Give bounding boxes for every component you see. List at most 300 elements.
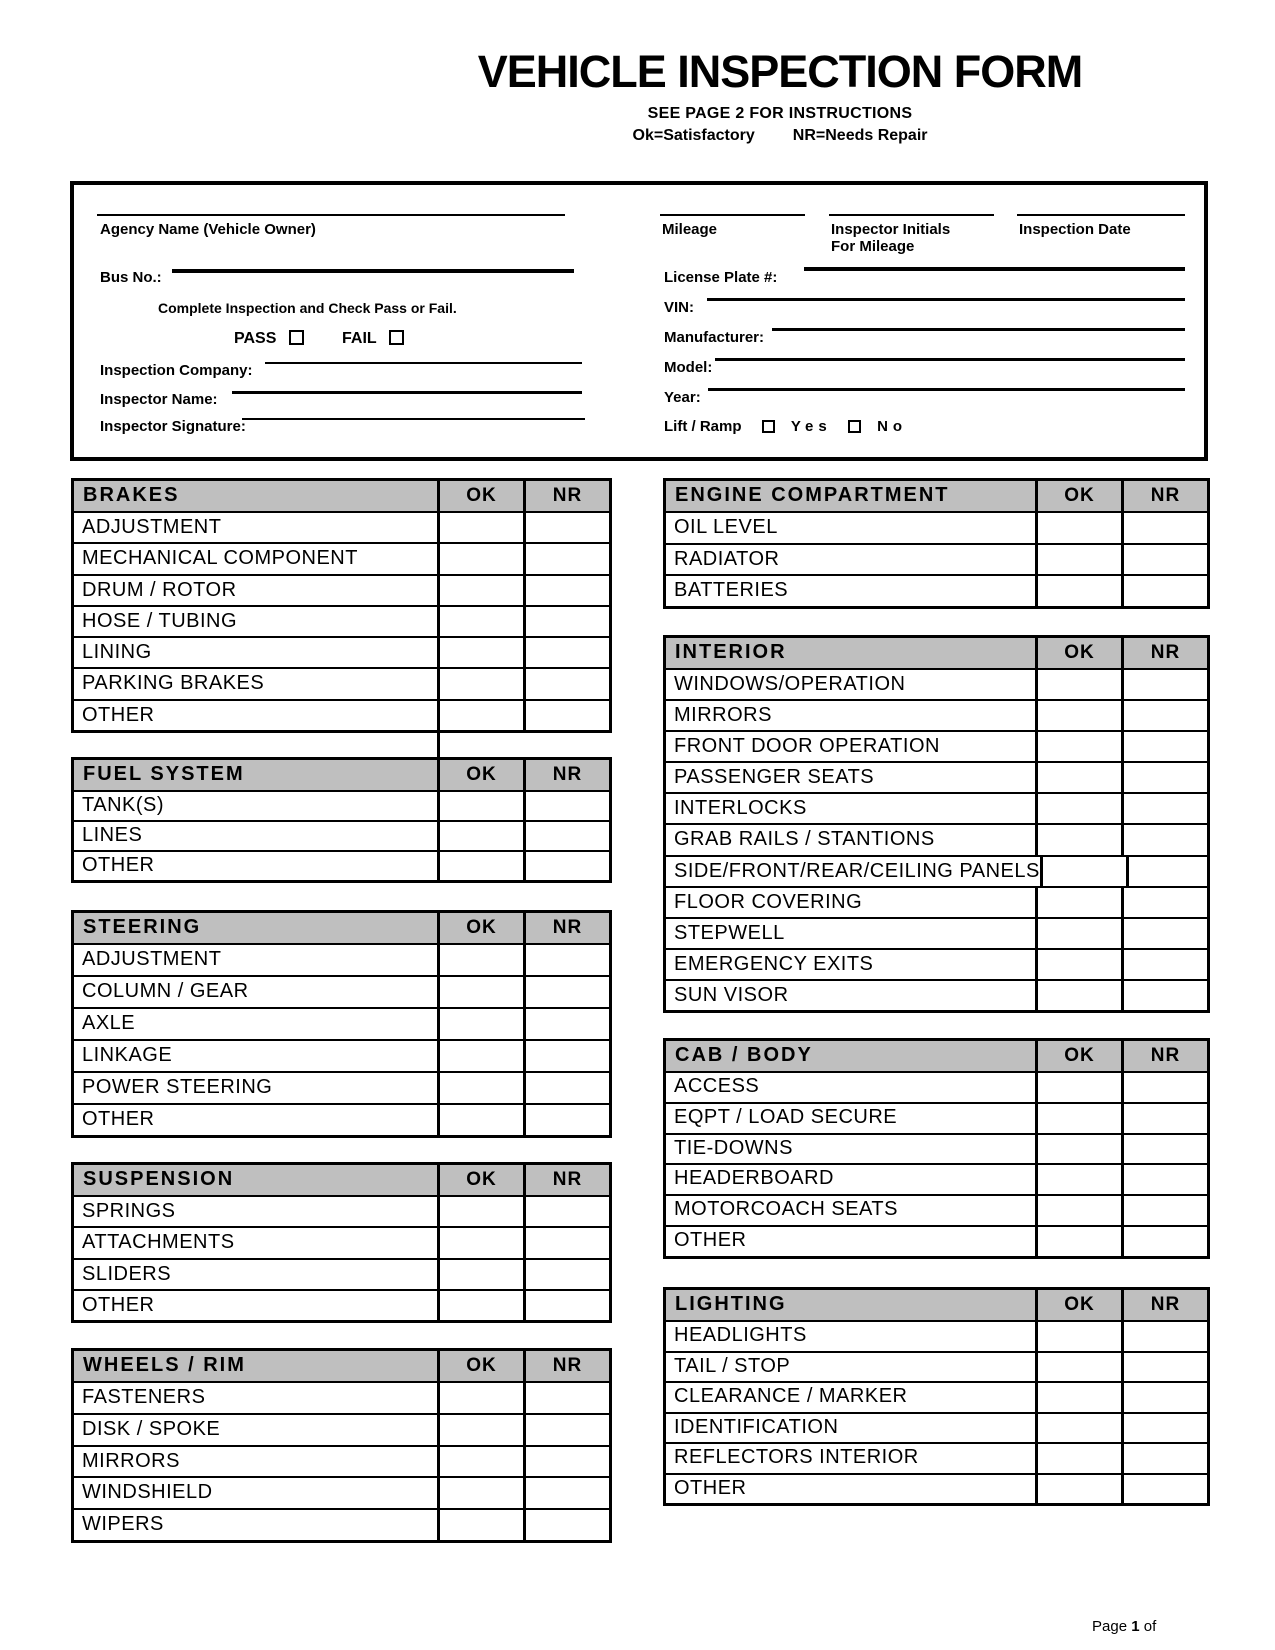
- inspection-company-field[interactable]: [265, 362, 582, 364]
- suspension-springs-ok-cell[interactable]: [437, 1197, 523, 1226]
- lighting-identification-nr-cell[interactable]: [1121, 1414, 1207, 1443]
- footer-page-label: Page: [1092, 1618, 1128, 1635]
- table-brakes: [71, 478, 612, 733]
- cab_body-motorcoach-seats-nr-cell[interactable]: [1121, 1196, 1207, 1225]
- inspector-signature-label: Inspector Signature:: [100, 418, 246, 435]
- interior-floor-covering-label: FLOOR COVERING: [674, 890, 863, 913]
- suspension-springs-label: SPRINGS: [82, 1200, 176, 1222]
- steering-axle-nr-cell[interactable]: [523, 1009, 609, 1039]
- cab_body-header-row: [666, 1041, 1207, 1071]
- wheels_rim-windshield-label: WINDSHIELD: [82, 1481, 213, 1504]
- wheels_rim-windshield-ok-cell[interactable]: [437, 1478, 523, 1508]
- interior-passenger-seats-label: PASSENGER SEATS: [674, 766, 875, 789]
- brakes-adjustment-nr-cell[interactable]: [523, 513, 609, 542]
- wheels_rim-fasteners-ok-cell[interactable]: [437, 1383, 523, 1413]
- legend-nr: NR=Needs Repair: [792, 127, 928, 144]
- mileage-label: Mileage: [662, 221, 718, 238]
- lighting-clearance-marker-label: CLEARANCE / MARKER: [674, 1385, 908, 1407]
- brakes-row-lining: [74, 636, 609, 667]
- suspension-attachments-ok-cell[interactable]: [437, 1228, 523, 1257]
- interior-row-passenger-seats: [666, 761, 1207, 792]
- cab_body-headerboard-label: HEADERBOARD: [674, 1167, 834, 1190]
- interior-stepwell-ok-cell[interactable]: [1035, 919, 1121, 948]
- table-fuel_system: [71, 757, 612, 883]
- complete-inspection-note: Complete Inspection and Check Pass or Fail.: [158, 300, 457, 316]
- cab_body-ok-column-header: OK: [1035, 1041, 1121, 1071]
- cab_body-access-label: ACCESS: [674, 1075, 760, 1097]
- fuel_system-other-label: OTHER: [82, 854, 155, 876]
- steering-adjustment-nr-cell[interactable]: [523, 945, 609, 975]
- suspension-sliders-label: SLIDERS: [82, 1262, 172, 1285]
- inspector-name-label: Inspector Name:: [100, 391, 218, 408]
- manufacturer-field[interactable]: [772, 328, 1185, 331]
- cab_body-access-nr-cell[interactable]: [1121, 1073, 1207, 1102]
- inspector-initials-label: Inspector Initials For Mileage: [831, 221, 951, 255]
- interior-windows-operation-nr-cell[interactable]: [1121, 670, 1207, 699]
- interior-nr-column-header: NR: [1121, 638, 1207, 668]
- steering-power-steering-ok-cell[interactable]: [437, 1073, 523, 1103]
- lighting-tail-stop-ok-cell[interactable]: [1035, 1353, 1121, 1382]
- wheels_rim-row-fasteners: [74, 1381, 609, 1413]
- brakes-other-nr-cell[interactable]: [523, 701, 609, 730]
- wheels_rim-mirrors-label: MIRRORS: [82, 1449, 180, 1472]
- table-cab_body: [663, 1038, 1210, 1259]
- fuel_system-tank-s-nr-cell[interactable]: [523, 792, 609, 820]
- steering-row-adjustment: [74, 943, 609, 975]
- wheels_rim-nr-column-header: NR: [523, 1351, 609, 1381]
- cab_body-tie-downs-ok-cell[interactable]: [1035, 1135, 1121, 1164]
- interior-mirrors-label: MIRRORS: [674, 704, 772, 727]
- brakes-section-title: BRAKES: [83, 484, 180, 506]
- steering-nr-column-header: NR: [523, 913, 609, 943]
- engine_compartment-batteries-ok-cell[interactable]: [1035, 576, 1121, 606]
- suspension-attachments-nr-cell[interactable]: [523, 1228, 609, 1257]
- wheels_rim-fasteners-label: FASTENERS: [82, 1386, 206, 1408]
- suspension-ok-column-header: OK: [437, 1165, 523, 1195]
- lighting-headlights-nr-cell[interactable]: [1121, 1322, 1207, 1351]
- cab_body-headerboard-nr-cell[interactable]: [1121, 1165, 1207, 1194]
- cab_body-motorcoach-seats-label: MOTORCOACH SEATS: [674, 1198, 898, 1221]
- interior-row-windows-operation: [666, 668, 1207, 699]
- engine_compartment-ok-column-header: OK: [1035, 481, 1121, 511]
- engine_compartment-nr-column-header: NR: [1121, 481, 1207, 511]
- wheels_rim-ok-column-header: OK: [437, 1351, 523, 1381]
- brakes-lining-nr-cell[interactable]: [523, 638, 609, 667]
- steering-ok-column-header: OK: [437, 913, 523, 943]
- steering-header-row: [74, 913, 609, 943]
- suspension-row-other: [74, 1289, 609, 1320]
- cab_body-eqpt-load-secure-nr-cell[interactable]: [1121, 1104, 1207, 1133]
- interior-row-floor-covering: [666, 886, 1207, 917]
- table-suspension: [71, 1162, 612, 1323]
- interior-mirrors-nr-cell[interactable]: [1121, 701, 1207, 730]
- year-field[interactable]: [708, 388, 1185, 391]
- lighting-row-other: [666, 1473, 1207, 1504]
- fuel_system-lines-ok-cell[interactable]: [437, 822, 523, 850]
- fuel_system-lines-label: LINES: [82, 824, 143, 846]
- steering-column-gear-label: COLUMN / GEAR: [82, 980, 249, 1002]
- fail-checkbox[interactable]: [389, 330, 404, 345]
- steering-other-ok-cell[interactable]: [437, 1105, 523, 1135]
- steering-linkage-ok-cell[interactable]: [437, 1041, 523, 1071]
- brakes-lining-ok-cell[interactable]: [437, 638, 523, 667]
- brakes-adjustment-ok-cell[interactable]: [437, 513, 523, 542]
- steering-linkage-label: LINKAGE: [82, 1044, 173, 1066]
- interior-row-emergency-exits: [666, 948, 1207, 979]
- lighting-nr-column-header: NR: [1121, 1290, 1207, 1320]
- table-lighting: [663, 1287, 1210, 1506]
- engine_compartment-radiator-ok-cell[interactable]: [1035, 545, 1121, 575]
- agency-name-label: Agency Name (Vehicle Owner): [100, 221, 316, 238]
- interior-grab-rails-stantions-label: GRAB RAILS / STANTIONS: [674, 828, 935, 851]
- suspension-sliders-nr-cell[interactable]: [523, 1260, 609, 1289]
- lighting-row-clearance-marker: [666, 1381, 1207, 1412]
- cab_body-access-ok-cell[interactable]: [1035, 1073, 1121, 1102]
- interior-front-door-operation-nr-cell[interactable]: [1121, 732, 1207, 761]
- fuel_system-other-ok-cell[interactable]: [437, 852, 523, 880]
- steering-axle-label: AXLE: [82, 1012, 136, 1034]
- wheels_rim-mirrors-nr-cell[interactable]: [523, 1447, 609, 1477]
- steering-row-axle: [74, 1007, 609, 1039]
- engine_compartment-batteries-nr-cell[interactable]: [1121, 576, 1207, 606]
- lighting-identification-ok-cell[interactable]: [1035, 1414, 1121, 1443]
- engine_compartment-oil-level-nr-cell[interactable]: [1121, 513, 1207, 543]
- mileage-field[interactable]: [660, 214, 805, 216]
- brakes-nr-column-header: NR: [523, 481, 609, 511]
- steering-adjustment-ok-cell[interactable]: [437, 945, 523, 975]
- suspension-header-row: [74, 1165, 609, 1195]
- brakes-drum-rotor-nr-cell[interactable]: [523, 576, 609, 605]
- interior-sun-visor-label: SUN VISOR: [674, 983, 789, 1006]
- vin-field[interactable]: [707, 298, 1185, 301]
- lighting-clearance-marker-ok-cell[interactable]: [1035, 1383, 1121, 1412]
- model-field[interactable]: [715, 358, 1185, 361]
- page-title: VEHICLE INSPECTION FORM: [477, 46, 1083, 97]
- steering-linkage-nr-cell[interactable]: [523, 1041, 609, 1071]
- fuel_system-lines-nr-cell[interactable]: [523, 822, 609, 850]
- lighting-row-identification: [666, 1412, 1207, 1443]
- pass-checkbox[interactable]: [289, 330, 304, 345]
- lighting-other-label: OTHER: [674, 1476, 747, 1499]
- lighting-headlights-label: HEADLIGHTS: [674, 1324, 807, 1346]
- lift-ramp-label: Lift / Ramp: [664, 418, 742, 435]
- year-label: Year:: [664, 389, 701, 406]
- cab_body-row-other: [666, 1225, 1207, 1256]
- brakes-mechanical-component-nr-cell[interactable]: [523, 544, 609, 573]
- interior-sun-visor-ok-cell[interactable]: [1035, 981, 1121, 1010]
- lighting-tail-stop-nr-cell[interactable]: [1121, 1353, 1207, 1382]
- wheels_rim-section-title: WHEELS / RIM: [83, 1354, 246, 1376]
- lighting-reflectors-interior-nr-cell[interactable]: [1121, 1444, 1207, 1473]
- cab_body-other-nr-cell[interactable]: [1121, 1227, 1207, 1256]
- cab_body-row-motorcoach-seats: [666, 1194, 1207, 1225]
- steering-adjustment-label: ADJUSTMENT: [82, 948, 222, 970]
- interior-section-title: INTERIOR: [675, 641, 787, 663]
- fail-label: FAIL: [342, 330, 377, 347]
- cab_body-motorcoach-seats-ok-cell[interactable]: [1035, 1196, 1121, 1225]
- wheels_rim-wipers-nr-cell[interactable]: [523, 1510, 609, 1540]
- brakes-lining-label: LINING: [82, 641, 152, 664]
- suspension-nr-column-header: NR: [523, 1165, 609, 1195]
- agency-name-field[interactable]: [97, 214, 565, 216]
- steering-other-nr-cell[interactable]: [523, 1105, 609, 1135]
- brakes-row-hose-tubing: [74, 605, 609, 636]
- steering-row-power-steering: [74, 1071, 609, 1103]
- steering-other-label: OTHER: [82, 1108, 155, 1130]
- vin-label: VIN:: [664, 299, 694, 316]
- lighting-clearance-marker-nr-cell[interactable]: [1121, 1383, 1207, 1412]
- fuel_system-header-row: [74, 760, 609, 790]
- interior-row-mirrors: [666, 699, 1207, 730]
- wheels_rim-row-mirrors: [74, 1445, 609, 1477]
- brakes-row-parking-brakes: [74, 667, 609, 698]
- inspection-date-field[interactable]: [1017, 214, 1185, 216]
- fuel_system-row-lines: [74, 820, 609, 850]
- interior-row-front-door-operation: [666, 730, 1207, 761]
- steering-power-steering-nr-cell[interactable]: [523, 1073, 609, 1103]
- cab_body-other-label: OTHER: [674, 1228, 747, 1251]
- table-steering: [71, 910, 612, 1138]
- interior-passenger-seats-ok-cell[interactable]: [1035, 763, 1121, 792]
- wheels_rim-wipers-ok-cell[interactable]: [437, 1510, 523, 1540]
- cab_body-tie-downs-label: TIE-DOWNS: [674, 1136, 793, 1159]
- brakes-parking-brakes-ok-cell[interactable]: [437, 669, 523, 698]
- page-footer: [1092, 1618, 1156, 1635]
- lighting-header-row: [666, 1290, 1207, 1320]
- lift-ramp-yes-checkbox[interactable]: [762, 420, 775, 433]
- fuel_system-row-other: [74, 850, 609, 880]
- cab_body-other-ok-cell[interactable]: [1035, 1227, 1121, 1256]
- steering-axle-ok-cell[interactable]: [437, 1009, 523, 1039]
- interior-grab-rails-stantions-ok-cell[interactable]: [1035, 825, 1121, 854]
- inspector-initials-field[interactable]: [829, 214, 994, 216]
- lift-ramp-yes-label: Yes: [790, 418, 832, 435]
- interior-emergency-exits-label: EMERGENCY EXITS: [674, 952, 874, 975]
- brakes-drum-rotor-label: DRUM / ROTOR: [82, 578, 237, 601]
- brakes-parking-brakes-nr-cell[interactable]: [523, 669, 609, 698]
- table-engine_compartment: [663, 478, 1210, 609]
- lighting-row-headlights: [666, 1320, 1207, 1351]
- table-wheels_rim: [71, 1348, 612, 1543]
- wheels_rim-row-windshield: [74, 1476, 609, 1508]
- engine_compartment-row-oil-level: [666, 511, 1207, 543]
- suspension-section-title: SUSPENSION: [83, 1168, 235, 1190]
- license-plate-field[interactable]: [804, 267, 1185, 271]
- wheels_rim-fasteners-nr-cell[interactable]: [523, 1383, 609, 1413]
- engine_compartment-row-radiator: [666, 543, 1207, 575]
- instructions-note: SEE PAGE 2 FOR INSTRUCTIONS: [647, 105, 913, 122]
- lighting-ok-column-header: OK: [1035, 1290, 1121, 1320]
- interior-emergency-exits-ok-cell[interactable]: [1035, 950, 1121, 979]
- pass-label: PASS: [234, 330, 277, 347]
- steering-row-other: [74, 1103, 609, 1135]
- footer-of-label: of: [1143, 1618, 1157, 1635]
- lighting-row-tail-stop: [666, 1351, 1207, 1382]
- legend-ok: Ok=Satisfactory: [632, 127, 755, 144]
- engine_compartment-oil-level-label: OIL LEVEL: [674, 516, 778, 538]
- engine_compartment-row-batteries: [666, 574, 1207, 606]
- wheels_rim-row-wipers: [74, 1508, 609, 1540]
- interior-grab-rails-stantions-nr-cell[interactable]: [1121, 825, 1207, 854]
- wheels_rim-disk-spoke-nr-cell[interactable]: [523, 1415, 609, 1445]
- wheels_rim-row-disk-spoke: [74, 1413, 609, 1445]
- wheels_rim-windshield-nr-cell[interactable]: [523, 1478, 609, 1508]
- license-plate-label: License Plate #:: [664, 269, 778, 286]
- cab_body-row-headerboard: [666, 1163, 1207, 1194]
- suspension-row-springs: [74, 1195, 609, 1226]
- interior-windows-operation-label: WINDOWS/OPERATION: [674, 673, 906, 695]
- lighting-row-reflectors-interior: [666, 1442, 1207, 1473]
- cab_body-row-access: [666, 1071, 1207, 1102]
- suspension-attachments-label: ATTACHMENTS: [82, 1231, 235, 1254]
- brakes-drum-rotor-ok-cell[interactable]: [437, 576, 523, 605]
- steering-column-gear-nr-cell[interactable]: [523, 977, 609, 1007]
- interior-front-door-operation-ok-cell[interactable]: [1035, 732, 1121, 761]
- wheels_rim-disk-spoke-label: DISK / SPOKE: [82, 1417, 221, 1440]
- steering-row-linkage: [74, 1039, 609, 1071]
- lighting-other-nr-cell[interactable]: [1121, 1475, 1207, 1504]
- steering-row-column-gear: [74, 975, 609, 1007]
- manufacturer-label: Manufacturer:: [664, 329, 765, 346]
- lighting-other-ok-cell[interactable]: [1035, 1475, 1121, 1504]
- cab_body-row-eqpt-load-secure: [666, 1102, 1207, 1133]
- interior-interlocks-ok-cell[interactable]: [1035, 794, 1121, 823]
- fuel_system-other-nr-cell[interactable]: [523, 852, 609, 880]
- interior-emergency-exits-nr-cell[interactable]: [1121, 950, 1207, 979]
- fuel_system-row-tank-s: [74, 790, 609, 820]
- suspension-sliders-ok-cell[interactable]: [437, 1260, 523, 1289]
- fail-group: [342, 330, 404, 348]
- inspector-name-field[interactable]: [232, 391, 582, 394]
- inspection-company-label: Inspection Company:: [100, 362, 253, 379]
- brakes-row-other: [74, 699, 609, 730]
- interior-row-stepwell: [666, 917, 1207, 948]
- interior-floor-covering-nr-cell[interactable]: [1121, 888, 1207, 917]
- engine_compartment-radiator-label: RADIATOR: [674, 547, 780, 570]
- cab_body-headerboard-ok-cell[interactable]: [1035, 1165, 1121, 1194]
- title-block: [390, 48, 1170, 145]
- interior-mirrors-ok-cell[interactable]: [1035, 701, 1121, 730]
- brakes-adjustment-label: ADJUSTMENT: [82, 516, 222, 538]
- cab_body-section-title: CAB / BODY: [675, 1044, 813, 1066]
- interior-row-grab-rails-stantions: [666, 823, 1207, 854]
- wheels_rim-disk-spoke-ok-cell[interactable]: [437, 1415, 523, 1445]
- interior-side-front-rear-ceiling-panels-label: SIDE/FRONT/REAR/CEILING PANELS: [674, 859, 1040, 882]
- interior-ok-column-header: OK: [1035, 638, 1121, 668]
- brakes-other-label: OTHER: [82, 703, 155, 726]
- brakes-mechanical-component-ok-cell[interactable]: [437, 544, 523, 573]
- suspension-row-sliders: [74, 1258, 609, 1289]
- wheels_rim-wipers-label: WIPERS: [82, 1513, 164, 1536]
- steering-power-steering-label: POWER STEERING: [82, 1076, 273, 1098]
- inspector-signature-field[interactable]: [242, 418, 585, 420]
- lighting-section-title: LIGHTING: [675, 1293, 787, 1315]
- brakes-mechanical-component-label: MECHANICAL COMPONENT: [82, 547, 358, 570]
- bus-no-label: Bus No.:: [100, 269, 162, 286]
- fuel_system-tank-s-label: TANK(S): [82, 794, 165, 816]
- interior-stepwell-nr-cell[interactable]: [1121, 919, 1207, 948]
- brakes-hose-tubing-ok-cell[interactable]: [437, 607, 523, 636]
- brakes-row-adjustment: [74, 511, 609, 542]
- brakes-other-ok-cell[interactable]: [437, 701, 523, 730]
- bus-no-field[interactable]: [172, 269, 574, 273]
- footer-page-number: 1: [1131, 1618, 1140, 1635]
- lighting-identification-label: IDENTIFICATION: [674, 1415, 839, 1438]
- interior-passenger-seats-nr-cell[interactable]: [1121, 763, 1207, 792]
- brakes-hose-tubing-nr-cell[interactable]: [523, 607, 609, 636]
- vehicle-info-box: [70, 181, 1208, 461]
- brakes-ok-column-header: OK: [437, 481, 523, 511]
- inspection-date-label: Inspection Date: [1019, 221, 1131, 238]
- lift-ramp-no-checkbox[interactable]: [848, 420, 861, 433]
- wheels_rim-header-row: [74, 1351, 609, 1381]
- brakes-hose-tubing-label: HOSE / TUBING: [82, 609, 238, 632]
- cab_body-tie-downs-nr-cell[interactable]: [1121, 1135, 1207, 1164]
- column-rule-artifact: [437, 727, 440, 757]
- engine_compartment-radiator-nr-cell[interactable]: [1121, 545, 1207, 575]
- suspension-springs-nr-cell[interactable]: [523, 1197, 609, 1226]
- engine_compartment-oil-level-ok-cell[interactable]: [1035, 513, 1121, 543]
- cab_body-row-tie-downs: [666, 1133, 1207, 1164]
- lift-ramp-no-label: No: [877, 418, 908, 435]
- interior-sun-visor-nr-cell[interactable]: [1121, 981, 1207, 1010]
- suspension-row-attachments: [74, 1226, 609, 1257]
- suspension-other-ok-cell[interactable]: [437, 1291, 523, 1320]
- legend: [390, 127, 1170, 145]
- suspension-other-label: OTHER: [82, 1293, 155, 1316]
- interior-row-interlocks: [666, 792, 1207, 823]
- steering-section-title: STEERING: [83, 916, 202, 938]
- cab_body-eqpt-load-secure-ok-cell[interactable]: [1035, 1104, 1121, 1133]
- brakes-row-drum-rotor: [74, 574, 609, 605]
- model-label: Model:: [664, 359, 713, 376]
- engine_compartment-batteries-label: BATTERIES: [674, 579, 789, 602]
- wheels_rim-mirrors-ok-cell[interactable]: [437, 1447, 523, 1477]
- engine_compartment-section-title: ENGINE COMPARTMENT: [675, 484, 950, 506]
- suspension-other-nr-cell[interactable]: [523, 1291, 609, 1320]
- lift-ramp-group: [664, 418, 907, 435]
- cab_body-eqpt-load-secure-label: EQPT / LOAD SECURE: [674, 1105, 898, 1128]
- lighting-tail-stop-label: TAIL / STOP: [674, 1354, 791, 1377]
- cab_body-nr-column-header: NR: [1121, 1041, 1207, 1071]
- fuel_system-ok-column-header: OK: [437, 760, 523, 790]
- interior-interlocks-nr-cell[interactable]: [1121, 794, 1207, 823]
- fuel_system-section-title: FUEL SYSTEM: [83, 763, 245, 785]
- brakes-row-mechanical-component: [74, 542, 609, 573]
- interior-stepwell-label: STEPWELL: [674, 921, 785, 944]
- brakes-header-row: [74, 481, 609, 511]
- interior-header-row: [666, 638, 1207, 668]
- interior-floor-covering-ok-cell[interactable]: [1035, 888, 1121, 917]
- interior-row-sun-visor: [666, 979, 1207, 1010]
- interior-side-front-rear-ceiling-panels-ok-cell[interactable]: [1040, 857, 1126, 886]
- interior-front-door-operation-label: FRONT DOOR OPERATION: [674, 735, 940, 758]
- lighting-reflectors-interior-ok-cell[interactable]: [1035, 1444, 1121, 1473]
- steering-column-gear-ok-cell[interactable]: [437, 977, 523, 1007]
- table-interior: [663, 635, 1210, 1013]
- interior-side-front-rear-ceiling-panels-nr-cell[interactable]: [1126, 857, 1212, 886]
- lighting-reflectors-interior-label: REFLECTORS INTERIOR: [674, 1446, 919, 1468]
- pass-group: [234, 330, 304, 348]
- interior-interlocks-label: INTERLOCKS: [674, 797, 807, 820]
- fuel_system-nr-column-header: NR: [523, 760, 609, 790]
- engine_compartment-header-row: [666, 481, 1207, 511]
- lighting-headlights-ok-cell[interactable]: [1035, 1322, 1121, 1351]
- brakes-parking-brakes-label: PARKING BRAKES: [82, 672, 265, 695]
- interior-windows-operation-ok-cell[interactable]: [1035, 670, 1121, 699]
- interior-row-side-front-rear-ceiling-panels: [666, 855, 1207, 886]
- fuel_system-tank-s-ok-cell[interactable]: [437, 792, 523, 820]
